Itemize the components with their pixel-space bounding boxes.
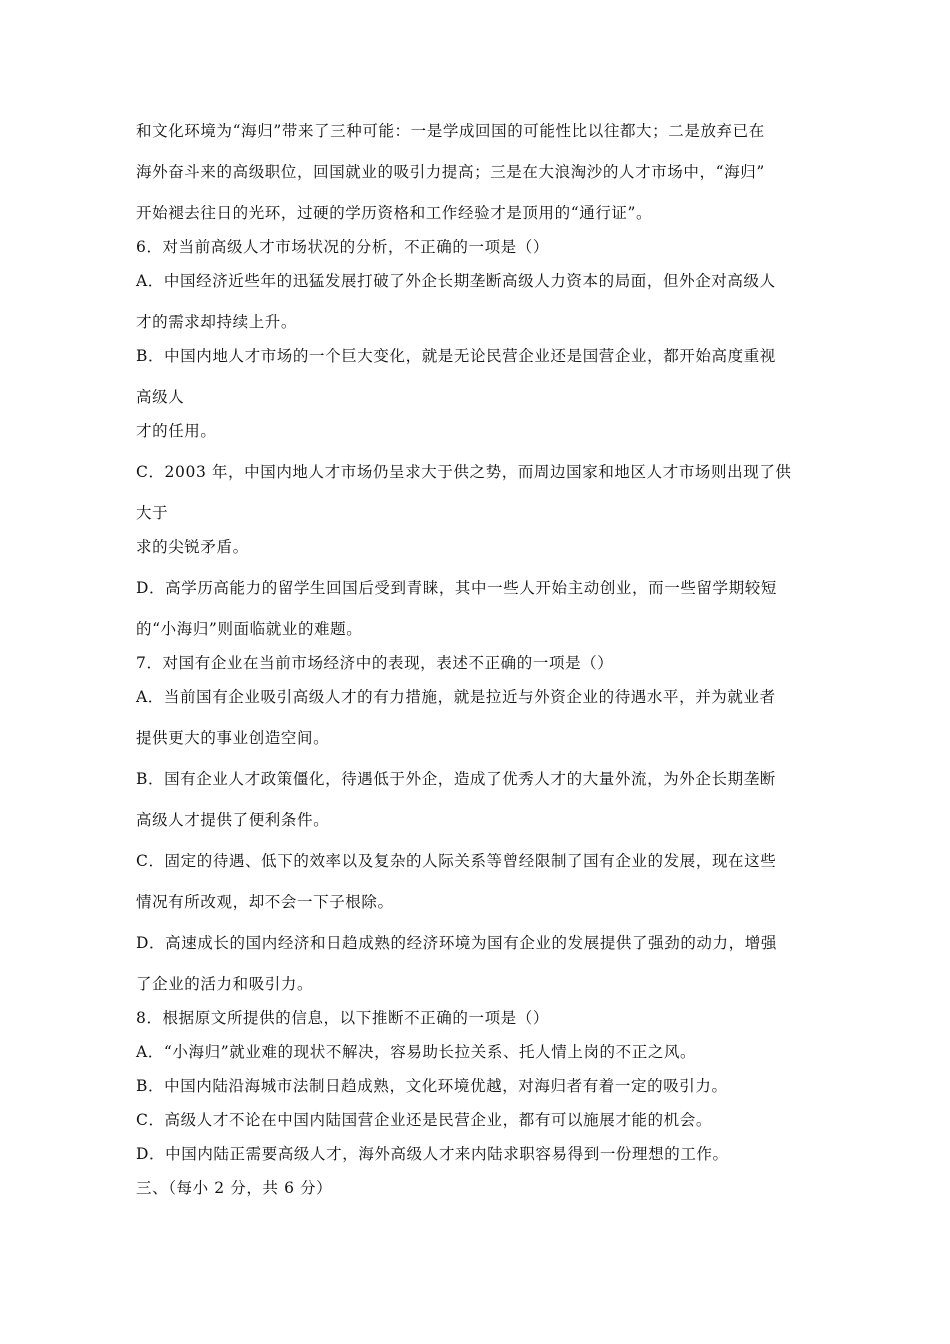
question-7-option-d-cont: 了企业的活力和吸引力。 — [136, 975, 314, 993]
question-7-option-d: D．高速成长的国内经济和日趋成熟的经济环境为国有企业的发展提供了强劲的动力，增强 — [136, 934, 777, 952]
question-7-option-c-cont: 情况有所改观，却不会一下子根除。 — [136, 893, 394, 911]
question-6-option-d: D．高学历高能力的留学生回国后受到青睐，其中一些人开始主动创业，而一些留学期较短 — [136, 579, 777, 597]
question-6-option-b-cont: 高级人 — [136, 388, 185, 406]
question-7-option-b: B．国有企业人才政策僵化，待遇低于外企，造成了优秀人才的大量外流，为外企长期垄断 — [136, 770, 776, 788]
passage-line: 开始褪去往日的光环，过硬的学历资格和工作经验才是顶用的“通行证”。 — [136, 204, 653, 222]
question-6-option-c-cont: 求的尖锐矛盾。 — [136, 538, 249, 556]
question-6-stem: 6．对当前高级人才市场状况的分析，不正确的一项是（） — [136, 238, 549, 256]
question-7-stem: 7．对国有企业在当前市场经济中的表现，表述不正确的一项是（） — [136, 654, 614, 672]
question-7-option-c: C．固定的待遇、低下的效率以及复杂的人际关系等曾经限制了国有企业的发展，现在这些 — [136, 852, 777, 870]
document-page — [136, 120, 826, 1199]
question-6-option-a: A．中国经济近些年的迅猛发展打破了外企长期垄断高级人力资本的局面，但外企对高级人 — [136, 272, 776, 290]
question-8-option-b: B．中国内陆沿海城市法制日趋成熟，文化环境优越，对海归者有着一定的吸引力。 — [136, 1077, 728, 1095]
question-8-option-d: D．中国内陆正需要高级人才，海外高级人才来内陆求职容易得到一份理想的工作。 — [136, 1145, 729, 1163]
passage-line: 海外奋斗来的高级职位，回国就业的吸引力提高；三是在大浪淘沙的人才市场中，“海归” — [136, 163, 765, 181]
question-6-option-b-cont: 才的任用。 — [136, 422, 217, 440]
question-8-stem: 8．根据原文所提供的信息，以下推断不正确的一项是（） — [136, 1009, 549, 1027]
question-6-option-c-cont: 大于 — [136, 504, 169, 522]
passage-line: 和文化环境为“海归”带来了三种可能：一是学成回国的可能性比以往都大；二是放弃已在 — [136, 122, 765, 140]
question-7-option-a: A．当前国有企业吸引高级人才的有力措施，就是拉近与外资企业的待遇水平，并为就业者 — [136, 688, 776, 706]
question-8-option-a: A．“小海归”就业难的现状不解决，容易助长拉关系、托人情上岗的不正之风。 — [136, 1043, 697, 1061]
question-6-option-a-cont: 才的需求却持续上升。 — [136, 313, 298, 331]
question-8-option-c: C．高级人才不论在中国内陆国营企业还是民营企业，都有可以施展才能的机会。 — [136, 1111, 712, 1129]
question-6-option-d-cont: 的“小海归”则面临就业的难题。 — [136, 620, 363, 638]
section-3-heading: 三、（每小 2 分，共 6 分） — [136, 1179, 333, 1197]
question-6-option-c: C．2003 年，中国内地人才市场仍呈求大于供之势，而周边国家和地区人才市场则出现了供 — [136, 463, 792, 481]
question-6-option-b: B．中国内地人才市场的一个巨大变化，就是无论民营企业还是国营企业，都开始高度重视 — [136, 347, 776, 365]
question-7-option-a-cont: 提供更大的事业创造空间。 — [136, 729, 330, 747]
question-7-option-b-cont: 高级人才提供了便利条件。 — [136, 811, 330, 829]
